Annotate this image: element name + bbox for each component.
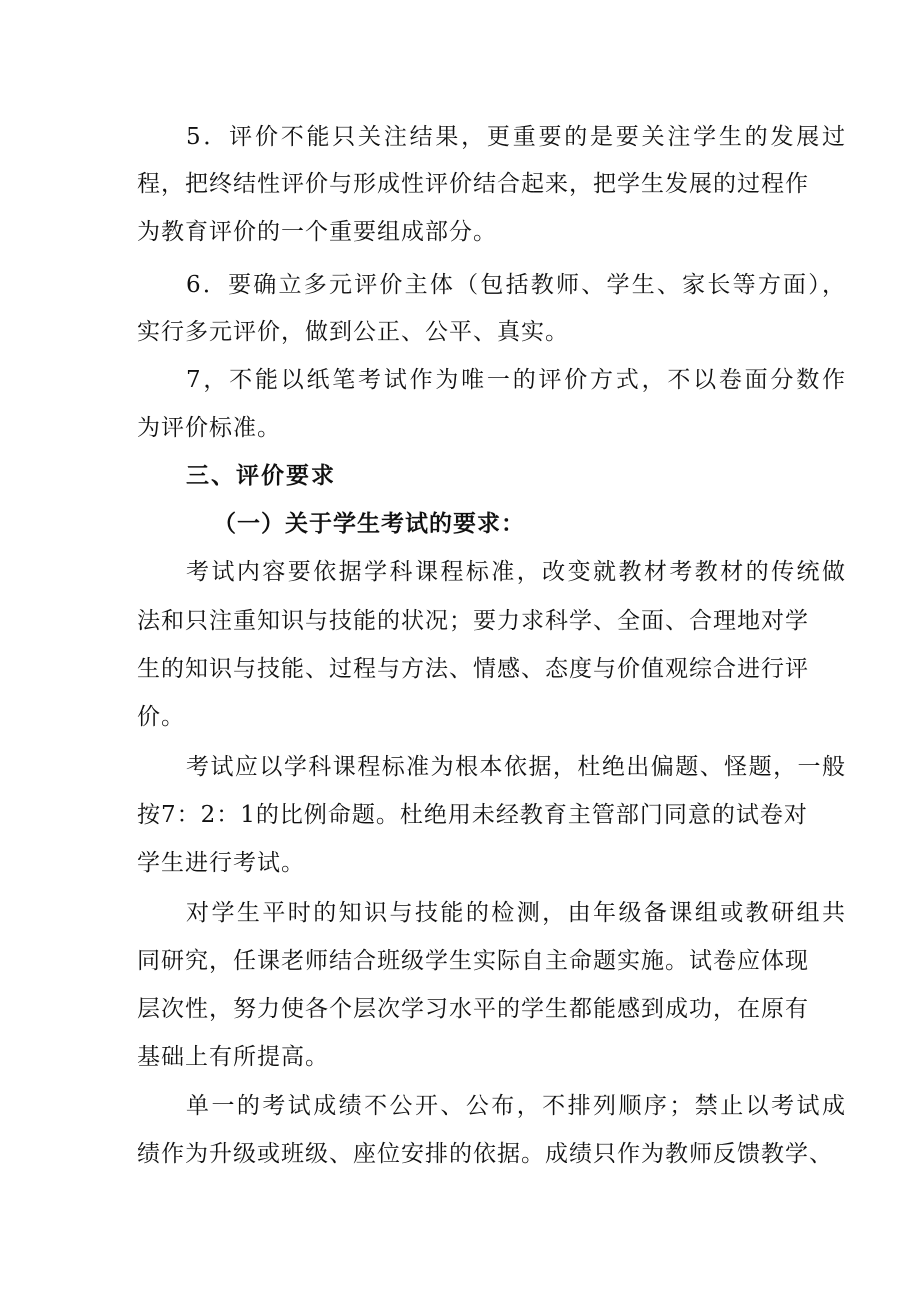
paragraph-scores-line-1: 单一的考试成绩不公开、公布，不排列顺序；禁止以考试成 <box>186 1093 846 1119</box>
paragraph-basis-line-1: 考试应以学科课程标准为根本依据，杜绝出偏题、怪题，一般 <box>186 754 846 780</box>
paragraph-7-line-2: 为评价标准。 <box>137 415 281 441</box>
paragraph-testing-line-4: 基础上有所提高。 <box>137 1044 329 1070</box>
paragraph-basis-line-2: 按7：2：1的比例命题。杜绝用未经教育主管部门同意的试卷对 <box>137 802 808 828</box>
paragraph-scores-line-2: 绩作为升级或班级、座位安排的依据。成绩只作为教师反馈教学、 <box>137 1141 833 1167</box>
paragraph-basis-line-3: 学生进行考试。 <box>137 850 305 876</box>
paragraph-6-line-2: 实行多元评价，做到公正、公平、真实。 <box>137 319 569 345</box>
paragraph-6-line-1: 6．要确立多元评价主体（包括教师、学生、家长等方面）， <box>186 272 846 298</box>
paragraph-testing-line-3: 层次性，努力使各个层次学习水平的学生都能感到成功，在原有 <box>137 996 809 1022</box>
section-heading: 三、评价要求 <box>186 463 336 489</box>
paragraph-content-line-3: 生的知识与技能、过程与方法、情感、态度与价值观综合进行评 <box>137 656 809 682</box>
paragraph-7-line-1: 7，不能以纸笔考试作为唯一的评价方式，不以卷面分数作 <box>186 367 846 393</box>
paragraph-5-line-1: 5．评价不能只关注结果，更重要的是要关注学生的发展过 <box>186 124 846 150</box>
paragraph-testing-line-2: 同研究，任课老师结合班级学生实际自主命题实施。试卷应体现 <box>137 948 809 974</box>
paragraph-testing-line-1: 对学生平时的知识与技能的检测，由年级备课组或教研组共 <box>186 900 846 926</box>
paragraph-5-line-3: 为教育评价的一个重要组成部分。 <box>137 219 497 245</box>
subsection-heading: （一）关于学生考试的要求： <box>213 511 525 537</box>
paragraph-content-line-2: 法和只注重知识与技能的状况；要力求科学、全面、合理地对学 <box>137 608 809 634</box>
paragraph-content-line-4: 价。 <box>137 704 185 730</box>
paragraph-5-line-2: 程，把终结性评价与形成性评价结合起来，把学生发展的过程作 <box>137 171 809 197</box>
paragraph-content-line-1: 考试内容要依据学科课程标准，改变就教材考教材的传统做 <box>186 559 846 585</box>
